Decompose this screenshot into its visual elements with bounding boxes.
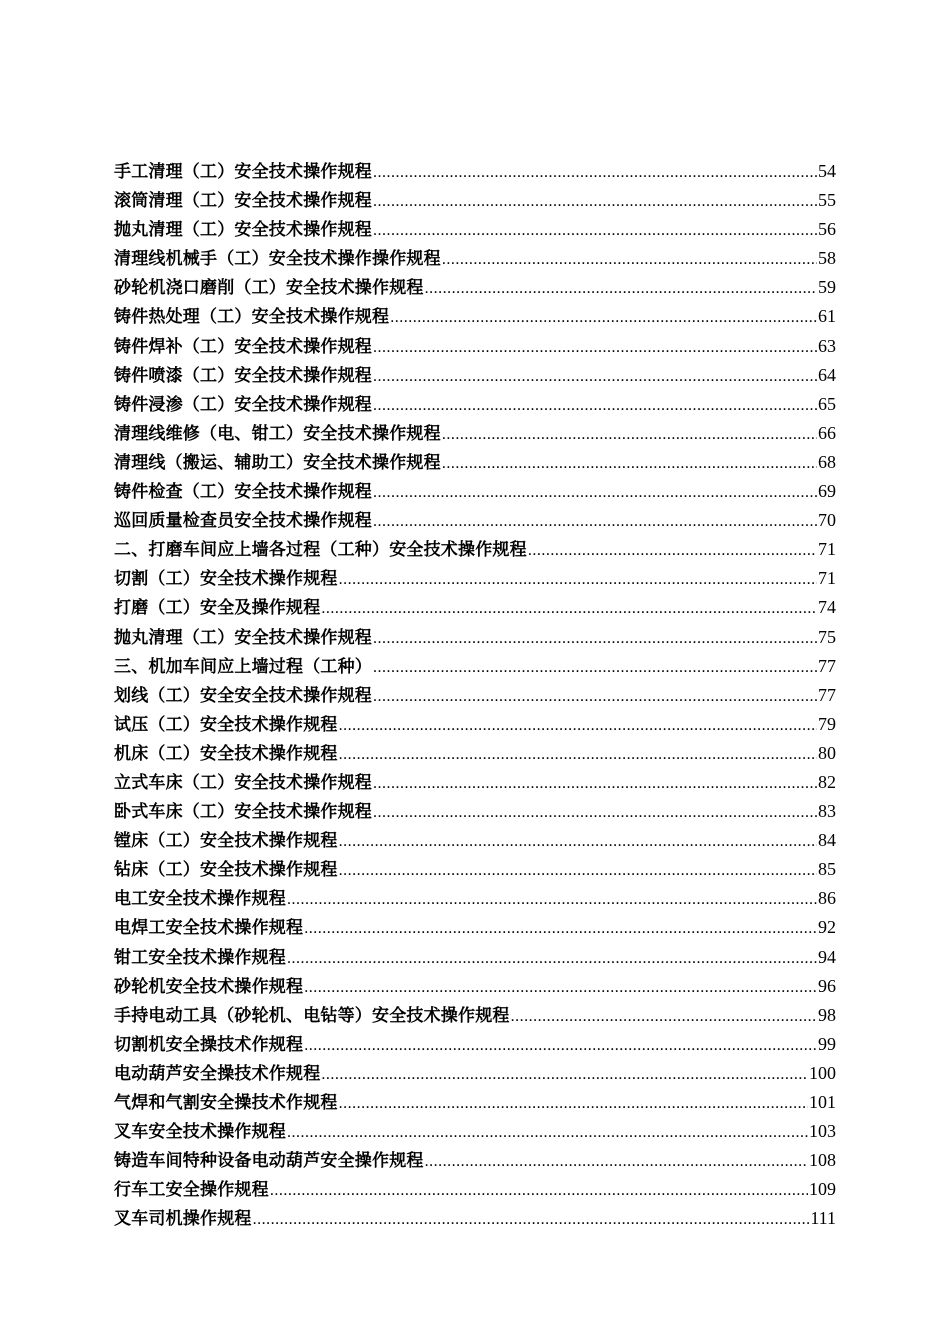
toc-entry-page-number: 111 — [810, 1208, 836, 1229]
toc-dot-leader — [373, 478, 817, 507]
toc-entry-page-number: 59 — [818, 277, 836, 298]
toc-dot-leader — [253, 1205, 810, 1234]
toc-entry[interactable] — [114, 273, 836, 302]
toc-dot-leader — [511, 1002, 817, 1031]
toc-entry-page-number: 83 — [818, 801, 836, 822]
toc-entry[interactable] — [114, 390, 836, 419]
toc-entry[interactable] — [114, 1204, 836, 1233]
toc-entry-title: 卧式车床（工）安全技术操作规程 — [114, 802, 372, 823]
toc-entry[interactable] — [114, 972, 836, 1001]
toc-entry-title: 铸造车间特种设备电动葫芦安全操作规程 — [114, 1151, 424, 1172]
toc-entry-page-number: 109 — [809, 1179, 836, 1200]
toc-entry-page-number: 103 — [809, 1121, 836, 1142]
toc-entry-page-number: 54 — [818, 161, 836, 181]
toc-entry-page-number: 98 — [818, 1004, 836, 1025]
toc-entry-page-number: 99 — [818, 1033, 836, 1054]
toc-entry-page-number: 77 — [818, 655, 836, 676]
toc-entry-title: 电工安全技术操作规程 — [114, 889, 286, 910]
toc-entry-title: 试压（工）安全技术操作规程 — [114, 714, 338, 735]
toc-entry[interactable] — [114, 1030, 836, 1059]
toc-dot-leader — [304, 914, 817, 943]
toc-entry[interactable] — [114, 1059, 836, 1088]
toc-entry[interactable] — [114, 215, 836, 244]
toc-entry[interactable] — [114, 1088, 836, 1117]
toc-entry-title: 铸件喷漆（工）安全技术操作规程 — [114, 365, 372, 386]
toc-dot-leader — [373, 769, 817, 798]
toc-entry-page-number: 64 — [818, 364, 836, 385]
toc-entry[interactable] — [114, 244, 836, 273]
toc-dot-leader — [287, 1118, 808, 1147]
toc-entry-page-number: 63 — [818, 335, 836, 356]
toc-entry[interactable] — [114, 797, 836, 826]
toc-entry-title: 电动葫芦安全操技术作规程 — [114, 1063, 321, 1084]
toc-entry-page-number: 96 — [818, 975, 836, 996]
toc-dot-leader — [373, 798, 817, 827]
toc-entry-page-number: 71 — [818, 568, 836, 589]
toc-dot-leader — [373, 187, 817, 216]
toc-dot-leader — [373, 333, 817, 362]
toc-dot-leader — [442, 449, 817, 478]
toc-entry[interactable] — [114, 1001, 836, 1030]
toc-entry-page-number: 80 — [818, 742, 836, 763]
toc-entry-title: 打磨（工）安全及操作规程 — [114, 598, 321, 619]
toc-entry[interactable] — [114, 535, 836, 564]
toc-entry-title: 切割机安全操技术作规程 — [114, 1034, 304, 1055]
toc-entry-page-number: 69 — [818, 481, 836, 502]
toc-entry[interactable] — [114, 1117, 836, 1146]
toc-dot-leader — [425, 274, 817, 303]
toc-dot-leader — [373, 216, 817, 245]
toc-entry-title: 镗床（工）安全技术操作规程 — [114, 831, 338, 852]
toc-entry-page-number: 70 — [818, 510, 836, 531]
toc-entry[interactable] — [114, 884, 836, 913]
toc-entry-title: 铸件热处理（工）安全技术操作规程 — [114, 307, 390, 328]
toc-dot-leader — [339, 740, 817, 769]
toc-dot-leader — [270, 1176, 808, 1205]
toc-entry-title: 砂轮机安全技术操作规程 — [114, 976, 304, 997]
toc-entry[interactable] — [114, 623, 836, 652]
toc-entry-page-number: 68 — [818, 451, 836, 472]
toc-entry-title: 钻床（工）安全技术操作规程 — [114, 860, 338, 881]
toc-entry-page-number: 94 — [818, 946, 836, 967]
toc-entry-title: 电焊工安全技术操作规程 — [114, 918, 304, 939]
toc-dot-leader — [373, 362, 817, 391]
toc-entry-title: 行车工安全操作规程 — [114, 1180, 269, 1201]
toc-entry-title: 三、机加车间应上墙过程（工种） — [114, 656, 372, 677]
toc-entry[interactable] — [114, 157, 836, 186]
toc-entry-page-number: 71 — [818, 539, 836, 560]
toc-entry-title: 气焊和气割安全操技术作规程 — [114, 1093, 338, 1113]
toc-dot-leader — [339, 565, 817, 594]
toc-dot-leader — [304, 973, 817, 1002]
toc-entry[interactable] — [114, 593, 836, 622]
toc-entry[interactable] — [114, 913, 836, 942]
toc-entry-page-number: 61 — [818, 306, 836, 327]
toc-entry-title: 叉车安全技术操作规程 — [114, 1122, 286, 1143]
toc-entry[interactable] — [114, 477, 836, 506]
table-of-contents — [114, 157, 836, 1233]
toc-entry-page-number: 108 — [809, 1150, 836, 1171]
toc-entry-title: 手持电动工具（砂轮机、电钻等）安全技术操作规程 — [114, 1005, 510, 1026]
toc-dot-leader — [425, 1147, 808, 1176]
toc-entry[interactable] — [114, 448, 836, 477]
toc-entry-page-number: 74 — [818, 597, 836, 618]
toc-entry[interactable] — [114, 943, 836, 972]
toc-dot-leader — [304, 1031, 817, 1060]
toc-entry-title: 叉车司机操作规程 — [114, 1209, 252, 1230]
toc-entry[interactable] — [114, 739, 836, 768]
toc-entry[interactable] — [114, 710, 836, 739]
toc-entry-title: 清理线维修（电、钳工）安全技术操作规程 — [114, 423, 441, 444]
toc-entry[interactable] — [114, 564, 836, 593]
toc-entry-title: 钳工安全技术操作规程 — [114, 947, 286, 968]
toc-entry[interactable] — [114, 826, 836, 855]
toc-entry-title: 清理线（搬运、辅助工）安全技术操作规程 — [114, 452, 441, 473]
toc-entry-page-number: 66 — [818, 422, 836, 443]
toc-entry-title: 砂轮机浇口磨削（工）安全技术操作规程 — [114, 278, 424, 299]
toc-dot-leader — [339, 1089, 808, 1118]
toc-entry-page-number: 92 — [818, 917, 836, 938]
toc-dot-leader — [373, 624, 817, 653]
toc-dot-leader — [287, 885, 817, 914]
toc-entry-page-number: 86 — [818, 888, 836, 909]
toc-entry[interactable] — [114, 332, 836, 361]
toc-dot-leader — [287, 944, 817, 973]
toc-dot-leader — [373, 653, 817, 682]
toc-entry-page-number: 58 — [818, 248, 836, 269]
toc-dot-leader — [339, 827, 817, 856]
toc-dot-leader — [390, 303, 817, 332]
toc-entry-page-number: 55 — [818, 190, 836, 211]
toc-dot-leader — [442, 420, 817, 449]
toc-entry-title: 二、打磨车间应上墙各过程（工种）安全技术操作规程 — [114, 540, 527, 561]
toc-dot-leader — [321, 594, 817, 623]
toc-entry-title: 滚筒清理（工）安全技术操作规程 — [114, 191, 372, 212]
toc-entry[interactable] — [114, 419, 836, 448]
toc-entry-title: 机床（工）安全技术操作规程 — [114, 743, 338, 764]
toc-entry-title: 铸件浸渗（工）安全技术操作规程 — [114, 394, 372, 415]
toc-entry-page-number: 85 — [818, 859, 836, 880]
toc-entry-title: 切割（工）安全技术操作规程 — [114, 569, 338, 590]
toc-entry-title: 清理线机械手（工）安全技术操作操作规程 — [114, 249, 441, 270]
toc-entry-page-number: 56 — [818, 219, 836, 240]
toc-entry-page-number: 75 — [818, 626, 836, 647]
toc-entry-title: 手工清理（工）安全技术操作规程 — [114, 162, 372, 182]
toc-entry[interactable] — [114, 361, 836, 390]
toc-entry-title: 铸件检查（工）安全技术操作规程 — [114, 482, 372, 503]
toc-entry-title: 划线（工）安全安全技术操作规程 — [114, 685, 372, 706]
toc-entry[interactable] — [114, 1146, 836, 1175]
toc-entry[interactable] — [114, 681, 836, 710]
toc-dot-leader — [373, 391, 817, 420]
toc-entry-page-number: 77 — [818, 684, 836, 705]
toc-entry[interactable] — [114, 302, 836, 331]
toc-entry-title: 抛丸清理（工）安全技术操作规程 — [114, 220, 372, 241]
toc-entry-page-number: 79 — [818, 713, 836, 734]
toc-dot-leader — [321, 1060, 808, 1089]
toc-dot-leader — [373, 158, 817, 187]
toc-entry-page-number: 84 — [818, 830, 836, 851]
toc-dot-leader — [373, 682, 817, 711]
toc-entry-title: 立式车床（工）安全技术操作规程 — [114, 772, 372, 793]
toc-entry[interactable] — [114, 186, 836, 215]
toc-entry-page-number: 100 — [809, 1062, 836, 1083]
toc-entry-page-number: 101 — [809, 1092, 836, 1112]
toc-entry-page-number: 82 — [818, 771, 836, 792]
toc-entry[interactable] — [114, 768, 836, 797]
toc-dot-leader — [442, 245, 817, 274]
toc-dot-leader — [339, 856, 817, 885]
toc-entry[interactable] — [114, 1175, 836, 1204]
toc-entry[interactable] — [114, 652, 836, 681]
toc-entry-title: 铸件焊补（工）安全技术操作规程 — [114, 336, 372, 357]
toc-dot-leader — [373, 507, 817, 536]
toc-dot-leader — [339, 711, 817, 740]
toc-entry-title: 巡回质量检查员安全技术操作规程 — [114, 511, 372, 532]
toc-entry[interactable] — [114, 855, 836, 884]
toc-entry[interactable] — [114, 506, 836, 535]
toc-entry-title: 抛丸清理（工）安全技术操作规程 — [114, 627, 372, 648]
toc-dot-leader — [528, 536, 817, 565]
toc-entry-page-number: 65 — [818, 393, 836, 414]
